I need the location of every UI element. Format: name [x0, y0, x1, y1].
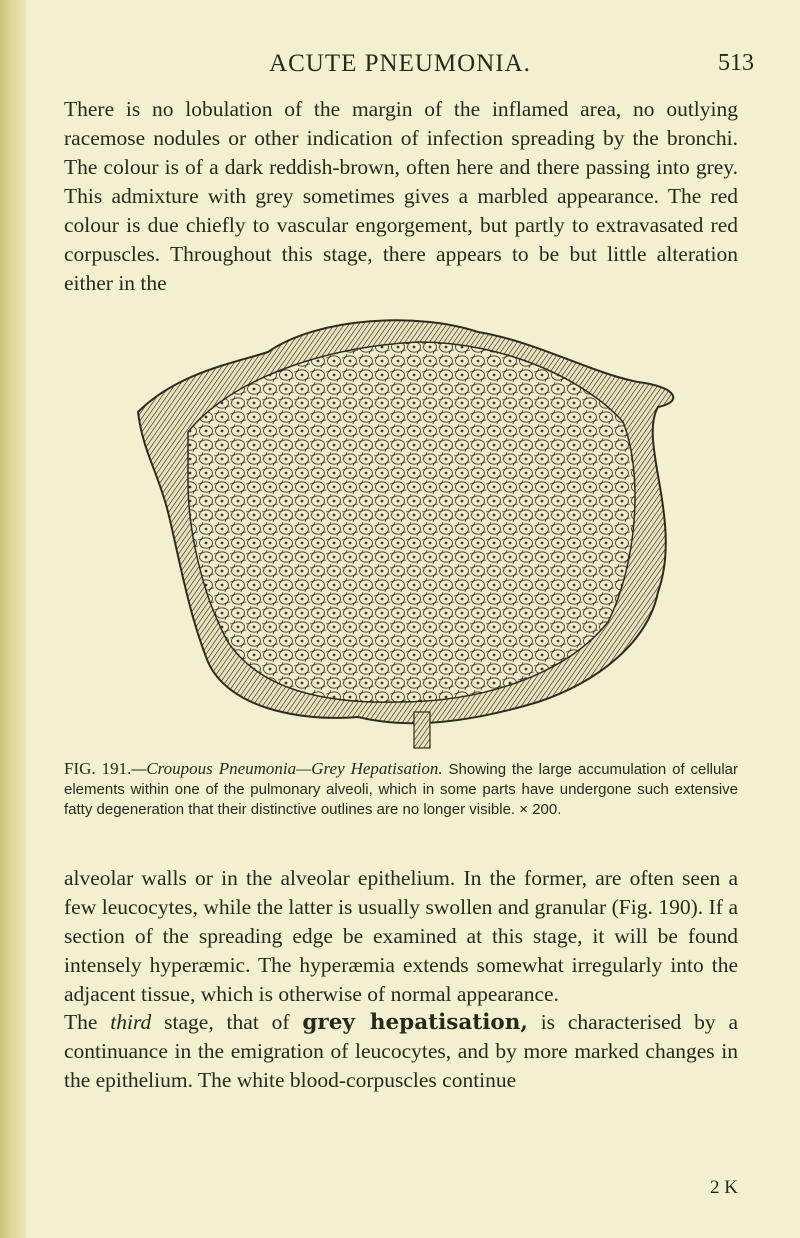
- p3-text-3: is characterised by a continuance in the emigration of leucocytes, and by more marked changes in the epithelium. The white blood-corpuscles continue: [64, 1010, 738, 1092]
- figure-title: Croupous Pneumonia—Grey Hepatisation.: [146, 759, 443, 778]
- page-number: 513: [718, 50, 754, 76]
- signature-mark: 2 K: [710, 1177, 738, 1198]
- figure-caption: FIG. 191.—Croupous Pneumonia—Grey Hepatisation. Showing the large accumulation of cellular elements within one of the pulmonary alveoli, which in some parts have undergone such extensive fatty degeneration that their distinctive outlines are no longer visible. × 200.: [64, 759, 738, 818]
- vessel-stub: [414, 712, 430, 748]
- running-head: ACUTE PNEUMONIA.: [269, 50, 531, 77]
- p3-bold-term: grey hepatisation,: [302, 1010, 528, 1035]
- page-header: [0, 50, 800, 84]
- paragraph-1: There is no lobulation of the margin of the inflamed area, no outlying racemose nodules or other indication of infection spreading by the bronchi. The colour is of a dark reddish-brown, often here and there passing into grey. This admixture with grey sometimes gives a marbled appearance. The red colour is due chiefly to vascular engorgement, but partly to extravasated red corpuscles. Throughout this stage, there appears to be but little alteration either in the: [64, 97, 738, 295]
- p3-text-1: The: [64, 1010, 111, 1034]
- paragraph-3: [64, 1008, 738, 1095]
- p3-text-2: stage, that of: [151, 1010, 303, 1034]
- alveolus-illustration: [118, 312, 688, 752]
- figure-label: FIG. 191.: [64, 759, 132, 778]
- alveolar-exudate: [188, 342, 635, 702]
- page-binding-edge: [0, 0, 26, 1238]
- figure-caption-body: Showing the large accumulation of cellular elements within one of the pulmonary alveoli, which in some parts have undergone such extensive fatty degeneration that their distinctive outlines are no longer visible. × 200.: [64, 761, 738, 818]
- paragraph-2: alveolar walls or in the alveolar epithelium. In the former, are often seen a few leucocytes, while the latter is usually swollen and granular (Fig. 190). If a section of the spreading edge be examined at this stage, it will be found intensely hyperæmic. The hyperæmia extends somewhat irregularly into the adjacent tissue, which is otherwise of normal appearance.: [64, 866, 738, 1006]
- p3-italic-third: third: [110, 1010, 152, 1034]
